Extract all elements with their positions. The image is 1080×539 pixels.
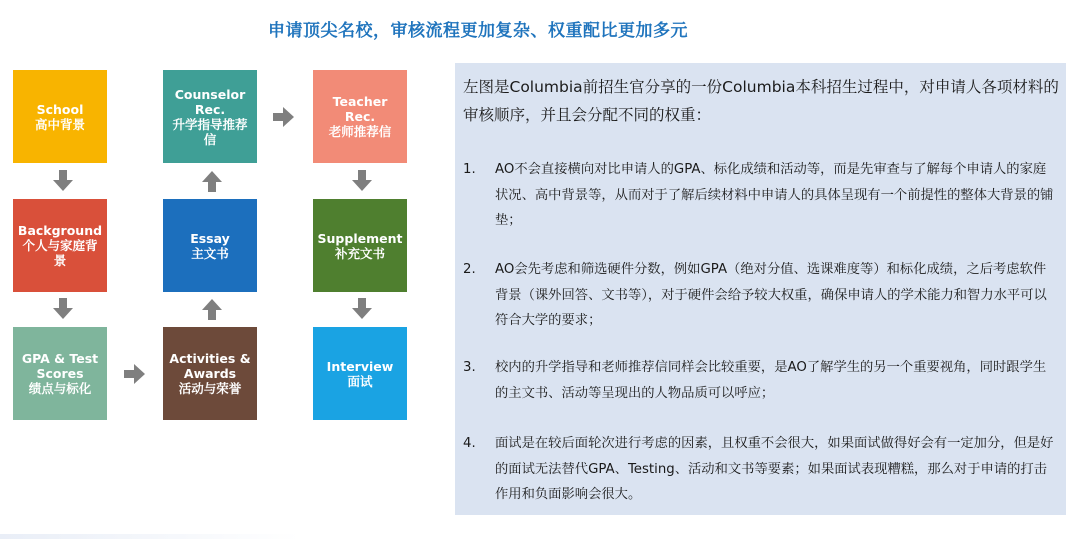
box-line: Supplement <box>317 230 403 246</box>
arrow-down-icon <box>351 298 373 320</box>
box-line: 个人与家庭背 <box>22 238 98 253</box>
box-line: Activities & <box>169 351 251 366</box>
box-line: 老师推荐信 <box>328 124 392 139</box>
box-line: 活动与荣誉 <box>178 381 242 396</box>
box-line: Scores <box>36 366 84 381</box>
box-line: 补充文书 <box>334 245 385 261</box>
box-line: School <box>36 101 84 117</box>
box-line: Interview <box>326 358 394 374</box>
box-line: Awards <box>183 366 237 381</box>
box-line: Essay <box>190 230 230 246</box>
box-line: 主文书 <box>191 245 229 261</box>
box-school <box>13 70 107 163</box>
box-gpa <box>13 327 107 420</box>
item-text: 面试是在较后面轮次进行考虑的因素，且权重不会很大，如果面试做得好会有一定加分，但是好的面试无法替代GPA、Testing、活动和文书等要素；如果面试表现糟糕，那么对于申请的打击作用和负面影响会很大。 <box>495 436 1054 502</box>
box-line: Counselor <box>174 86 246 102</box>
arrow-right-icon <box>273 106 295 128</box>
decorative-bar <box>0 534 300 539</box>
explanation-panel <box>455 63 1066 515</box>
box-supplement <box>313 199 407 292</box>
box-line: 景 <box>53 253 67 268</box>
box-line: 绩点与标化 <box>28 381 92 396</box>
box-line: 高中背景 <box>34 116 85 132</box>
arrow-up-icon <box>201 298 223 320</box>
item-number: 3. <box>463 360 476 375</box>
item-text: AO会先考虑和筛选硬件分数，例如GPA（绝对分值、选课难度等）和标化成绩，之后考虑软件背景（课外回答、文书等），对于硬件会给予较大权重，确保申请人的学术能力和智力水平可以符合大学的要求； <box>495 262 1047 328</box>
page-title: 申请顶尖名校，审核流程更加复杂、权重配比更加多元 <box>268 21 688 41</box>
box-line: GPA & Test <box>21 351 99 366</box>
item-number: 2. <box>463 262 476 277</box>
box-line: 信 <box>203 131 217 147</box>
box-essay <box>163 199 257 292</box>
box-line: Rec. <box>194 101 226 117</box>
box-teacher <box>313 70 407 163</box>
item-number: 4. <box>463 436 476 451</box>
item-text: AO不会直接横向对比申请人的GPA、标化成绩和活动等，而是先审查与了解每个申请人的家庭状况、高中背景等，从而对于了解后续材料中申请人的具体呈现有一个前提性的整体大背景的铺垫； <box>495 162 1054 228</box>
item-text: 校内的升学指导和老师推荐信同样会比较重要，是AO了解学生的另一个重要视角，同时跟学生的主文书、活动等呈现出的人物品质可以呼应； <box>495 360 1047 401</box>
box-line: 面试 <box>347 373 373 389</box>
box-background <box>13 199 107 292</box>
arrow-down-icon <box>351 170 373 192</box>
arrow-down-icon <box>52 298 74 320</box>
box-line: Rec. <box>344 109 376 124</box>
box-counselor <box>163 70 257 163</box>
box-line: 升学指导推荐 <box>172 116 248 132</box>
box-interview <box>313 327 407 420</box>
arrow-right-icon <box>124 363 146 385</box>
box-line: Background <box>17 223 103 238</box>
box-activities <box>163 327 257 420</box>
box-line: Teacher <box>332 94 388 109</box>
item-number: 1. <box>463 162 476 177</box>
intro-text: 左图是Columbia前招生官分享的一份Columbia本科招生过程中，对申请人各项材料的审核顺序，并且会分配不同的权重： <box>463 78 1059 124</box>
arrow-up-icon <box>201 170 223 192</box>
arrow-down-icon <box>52 170 74 192</box>
